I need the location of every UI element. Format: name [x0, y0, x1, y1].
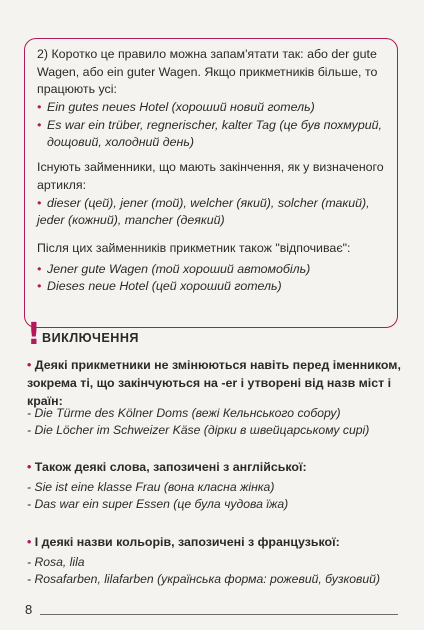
rule-intro — [37, 46, 389, 99]
section1-heading-3: країн: — [27, 394, 63, 408]
pronouns-list: • dieser (цей), jener (той), welcher (який), solcher (такий), — [37, 195, 387, 213]
example-neues-hotel: • Dieses neue Hotel (цей хороший готель) — [37, 278, 387, 296]
section1-example-1: - Die Türme des Kölner Doms (вежі Кельнського собору) — [27, 406, 341, 420]
pronouns-intro-line-2: артикля: — [37, 177, 87, 192]
section1-heading: • Деякі прикметники не змінюються навіть перед іменником, — [27, 358, 401, 372]
example-wagen: • Jener gute Wagen (той хороший автомобіль) — [37, 261, 387, 279]
after-intro: Після цих займенників прикметник також "відпочиває": — [37, 241, 351, 255]
bullet-icon: • — [37, 118, 42, 132]
section1-example-2: - Die Löcher im Schweizer Käse (дірки в швейцарському сирі) — [27, 423, 370, 437]
example-hotel: • Ein gutes neues Hotel (хороший новий готель) — [37, 99, 387, 117]
pronouns-intro-line-1: Існують займенники, що мають закінчення, як у визначеного — [37, 160, 384, 174]
section3-example-2: - Rosafarben, lilafarben (українська форма: рожевий, бузковий) — [27, 572, 381, 586]
example-tag-cont: дощовий, холодний день) — [47, 135, 194, 149]
exceptions-title: ВИКЛЮЧЕННЯ — [42, 331, 139, 345]
bullet-icon: • — [37, 262, 42, 276]
bullet-icon: • — [37, 100, 42, 114]
exclamation-icon: ! — [27, 317, 41, 352]
pronouns-intro — [37, 159, 389, 194]
section3-heading: • І деякі назви кольорів, запозичені з французької: — [27, 535, 340, 549]
pronouns-list-cont: jeder (кожний), mancher (деякий) — [37, 213, 225, 227]
example-tag: • Es war ein trüber, regnerischer, kalter Tag (це був похмурий, — [37, 117, 387, 135]
page-number: 8 — [25, 602, 33, 617]
rule-intro-line-3: працюють усі: — [37, 82, 117, 96]
bullet-icon: • — [37, 196, 42, 210]
bullet-icon: • — [27, 535, 32, 549]
rule-intro-line-1: 2) Коротко це правило можна запам'ятати так: або der gute — [37, 47, 377, 61]
section2-example-1: - Sie ist eine klasse Frau (вона класна жінка) — [27, 480, 275, 494]
bullet-icon: • — [37, 279, 42, 293]
section3-example-1: - Rosa, lila — [27, 555, 85, 569]
bullet-icon: • — [27, 358, 32, 372]
section1-heading-2: зокрема ті, що закінчуються на -er і утворені від назв міст і — [27, 376, 392, 390]
footer-divider — [40, 614, 398, 615]
bullet-icon: • — [27, 460, 32, 474]
rule-intro-line-2: Wagen, або ein guter Wagen. Якщо прикметників більше, то — [37, 64, 378, 79]
section2-example-2: - Das war ein super Essen (це була чудова їжа) — [27, 497, 289, 511]
section2-heading: • Також деякі слова, запозичені з англійської: — [27, 460, 307, 474]
